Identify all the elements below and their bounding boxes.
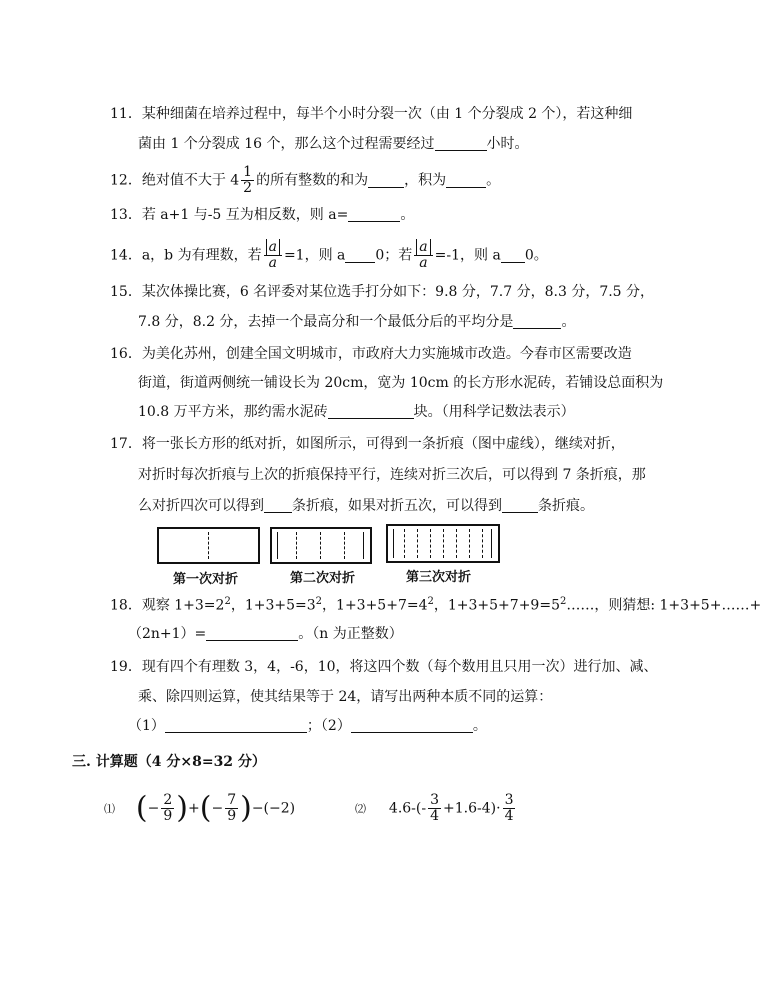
q15-text-b: 。	[561, 314, 576, 330]
q14-fraction-2: $\frac{a}{a}$	[414, 240, 432, 271]
calc2-fraction-1: $\frac{3}{4}$	[430, 792, 440, 824]
q19-blank-2[interactable]	[351, 718, 473, 733]
q14-fraction-1: $\frac{a}{a}$	[264, 240, 282, 271]
q11-text-b: 小时。	[486, 136, 529, 152]
q14-text-d: =-1，则 a	[434, 247, 501, 264]
q19-line2: 乘、除四则运算，使其结果等于 24，请写出两种本质不同的运算：	[138, 689, 553, 705]
q12-product-blank[interactable]	[446, 173, 486, 188]
q18-exp-4: 2	[559, 596, 567, 607]
q14-blank-2[interactable]	[501, 248, 525, 263]
q14-text-a: 14．a，b 为有理数，若	[110, 247, 262, 264]
q12-text-b: 的所有整数的和为	[256, 172, 369, 189]
calc2-fraction-2: $\frac{3}{4}$	[504, 792, 514, 824]
q16-line1: 16．为美化苏州，创建全国文明城市，市政府大力实施城市改造。今春市区需要改造	[110, 346, 632, 362]
q18-text-a: 18．观察 1+3=2	[110, 597, 225, 614]
section-title: 三. 计算题（4 分×8=32 分）	[72, 754, 266, 770]
fold-edge	[363, 532, 364, 559]
fold-crease	[296, 532, 297, 559]
calc1-fraction-2: $\frac{7}{9}$	[227, 792, 237, 824]
q18-text-b: ，1+3+5=3	[230, 597, 316, 614]
q14-text-c: 0；若	[375, 247, 413, 264]
q13-line	[110, 205, 414, 225]
q18-exp-3: 2	[427, 596, 434, 607]
q15-answer-blank[interactable]	[513, 314, 561, 329]
q14-blank-1[interactable]	[345, 248, 375, 263]
q12-fraction: $\frac{1}{2}$	[243, 164, 253, 196]
calc1-plus: +	[188, 800, 200, 817]
q13-answer-blank[interactable]	[348, 207, 400, 222]
fold-edge	[277, 532, 278, 559]
q18-line2	[128, 624, 403, 644]
q11-line2	[138, 134, 529, 154]
calc1-minus: −	[147, 800, 160, 817]
q17-line2: 对折时每次折痕与上次的折痕保持平行，连续对折三次后，可以得到 7 条折痕，那	[138, 467, 646, 483]
q13-text-a: 13．若 a+1 与-5 互为相反数，则 a=	[110, 207, 349, 223]
q14-text-e: 0。	[524, 247, 548, 264]
q12-line	[110, 165, 500, 196]
fold-edge	[491, 529, 492, 558]
fold-crease	[430, 529, 431, 558]
q11-answer-blank[interactable]	[435, 136, 487, 151]
q17-line1: 17．将一张长方形的纸对折，如图所示，可得到一条折痕（图中虚线），继续对折，	[110, 436, 625, 452]
q19-label-1: （1）	[128, 718, 165, 734]
q17-text-b: 条折痕，如果对折五次，可以得到	[292, 498, 502, 514]
fold-crease	[443, 529, 444, 558]
q18-exp-1: 2	[224, 596, 231, 607]
fold-figure-3	[386, 524, 500, 563]
fold-crease	[417, 529, 418, 558]
q16-line2: 街道，街道两侧统一铺设长为 20cm，宽为 10cm 的长方形水泥砖，若铺设总面积为	[138, 375, 664, 391]
fold-edge	[393, 529, 394, 558]
q17-blank-2[interactable]	[502, 498, 538, 513]
calc1-minus-2: −	[211, 800, 224, 817]
q12-text-d: 。	[486, 172, 501, 189]
q16-text-a: 10.8 万平方米，那约需水泥砖	[138, 404, 328, 420]
fold-crease	[482, 529, 483, 558]
q17-text-a: 么对折四次可以得到	[138, 498, 264, 514]
q18-text-e: ……，则猜想: 1+3+5+……+	[566, 597, 761, 614]
q19-label-2: ；（2）	[306, 718, 351, 734]
q17-text-c: 条折痕。	[538, 498, 594, 514]
q12-text-c: ，积为	[404, 172, 447, 189]
fold-crease	[456, 529, 457, 558]
q16-line3	[138, 402, 575, 422]
q17-line3	[138, 496, 594, 516]
q18-text-d: ，1+3+5+7+9=5	[433, 597, 560, 614]
q19-blank-1[interactable]	[165, 718, 307, 733]
fold-figure-2	[270, 527, 372, 564]
q18-line1	[110, 592, 761, 616]
q18-text-g: 。（n 为正整数）	[298, 626, 403, 642]
fold-crease	[344, 532, 345, 559]
q12-text-a: 12．绝对值不大于 4	[110, 172, 240, 189]
q12-sum-blank[interactable]	[368, 173, 404, 188]
q18-exp-2: 2	[315, 596, 323, 607]
q13-text-b: 。	[400, 207, 415, 223]
q16-text-b: 块。（用科学记数法表示）	[413, 404, 575, 420]
q15-line2	[138, 312, 575, 332]
fold-figure-1	[157, 527, 260, 564]
q15-line1: 15．某次体操比赛，6 名评委对某位选手打分如下：9.8 分，7.7 分，8.3 分，7.5 分，	[110, 284, 655, 300]
q16-answer-blank[interactable]	[328, 404, 414, 419]
calc1-fraction-1: $\frac{2}{9}$	[163, 792, 173, 824]
fold-caption-1: 第一次对折	[173, 572, 239, 587]
fold-caption-3: 第三次对折	[406, 570, 472, 585]
calc2-text-a: 4.6-(-	[388, 800, 427, 817]
q11-text-a: 菌由 1 个分裂成 16 个，那么这个过程需要经过	[138, 136, 435, 152]
q14-line	[110, 240, 548, 271]
fold-crease	[208, 532, 209, 559]
calc1-label: ⑴	[104, 802, 115, 816]
q18-text-c: ，1+3+5+7=4	[322, 597, 428, 614]
q15-text-a: 7.8 分，8.2 分，去掉一个最高分和一个最低分后的平均分是	[138, 314, 514, 330]
calc2-text-b: +1.6-4)·	[443, 800, 501, 817]
fold-crease	[404, 529, 405, 558]
q19-line1: 19．现有四个有理数 3，4，-6，10，将这四个数（每个数用且只用一次）进行加、减、	[110, 659, 658, 675]
calc1-tail: −(−2)	[251, 800, 296, 817]
calc-problem-2	[355, 793, 517, 824]
calc2-label: ⑵	[355, 802, 366, 816]
q19-end: 。	[472, 718, 487, 734]
fold-crease	[320, 532, 321, 559]
q18-text-f: （2n+1）=	[128, 626, 207, 642]
fold-crease	[469, 529, 470, 558]
q19-line3	[128, 716, 487, 736]
q11-line1: 11．某种细菌在培养过程中，每半个小时分裂一次（由 1 个分裂成 2 个），若这种细	[110, 106, 633, 122]
fold-caption-2: 第二次对折	[290, 571, 356, 586]
q18-answer-blank[interactable]	[206, 626, 298, 641]
q17-blank-1[interactable]	[264, 498, 292, 513]
calc-problem-1: ⑴ (− $\frac{2}{9}$ )+(− $\frac{7}{9}$ )−(−2)	[104, 790, 296, 826]
q14-text-b: =1，则 a	[283, 247, 346, 264]
